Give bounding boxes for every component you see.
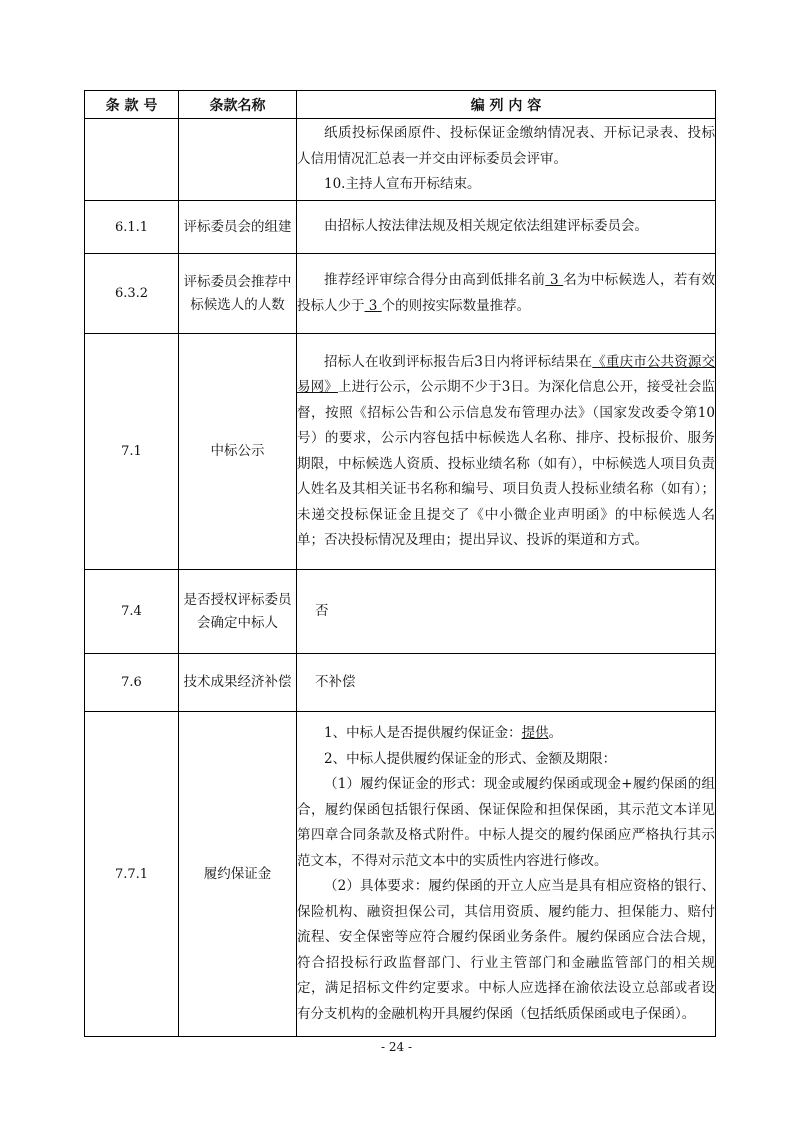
clause-name: 评标委员会推荐中标候选人的人数 — [179, 254, 297, 334]
table-row — [85, 654, 716, 712]
clause-content: 否 — [297, 570, 716, 654]
clause-table — [84, 90, 716, 1037]
clause-name: 评标委员会的组建 — [179, 201, 297, 254]
bond-provided: 提供 — [521, 725, 549, 741]
clause-number: 6.1.1 — [85, 201, 179, 254]
header-row — [85, 91, 716, 119]
table-row — [85, 119, 716, 201]
clause-number: 6.3.2 — [85, 254, 179, 334]
min-bidder-count: 3 — [364, 297, 382, 314]
header-content: 编 列 内 容 — [297, 91, 716, 119]
publication-site: 《重庆市公共资源交易网》 — [297, 353, 716, 395]
clause-content: 不补偿 — [297, 654, 716, 712]
table-row — [85, 334, 716, 570]
header-clause-name: 条款名称 — [179, 91, 297, 119]
clause-content: 推荐经评审综合得分由高到低排名前 3 名为中标候选人，若有效投标人少于 3 个的则按实际数量推荐。 — [297, 254, 716, 334]
clause-content: 由招标人按法律法规及相关规定依法组建评标委员会。 — [297, 201, 716, 254]
table-row — [85, 254, 716, 334]
clause-content: 1、中标人是否提供履约保证金：提供。 2、中标人提供履约保证金的形式、金额及期限： （1）履约保证金的形式：现金或履约保函或现金+履约保函的组合，履约保函包括银行保函、保证保险和担保保函，其示范文本详见第四章合同条款及格式附件。中标人提交的履约保函应严格执行其示范文本，不得对示范文本中的实质性内容进行修改。 （2）具体要求：履约保函的开立人应当是具有相应资格的银行、保险机构、融资担保公司，其信用资质、履约能力、担保能力、赔付流程、安全保密等应符合履约保函业务条件。履约保函应合法合规，符合招投标行政监督部门、行业主管部门和金融监管部门的相关规定，满足招标文件约定要求。中标人应选择在渝依法设立总部或者设有分支机构的金融机构开具履约保函（包括纸质保函或电子保函）。 — [297, 712, 716, 1037]
clause-name: 中标公示 — [179, 334, 297, 570]
clause-content: 纸质投标保函原件、投标保证金缴纳情况表、开标记录表、投标人信用情况汇总表一并交由评标委员会评审。 10.主持人宣布开标结束。 — [297, 119, 716, 201]
candidate-count: 3 — [545, 272, 564, 288]
clause-number — [85, 119, 179, 201]
page-number: - 24 - — [380, 1040, 412, 1054]
table-row — [85, 201, 716, 254]
clause-name: 履约保证金 — [179, 712, 297, 1037]
clause-number: 7.7.1 — [85, 712, 179, 1037]
clause-name — [179, 119, 297, 201]
clause-content: 招标人在收到评标报告后3日内将评标结果在《重庆市公共资源交易网》上进行公示，公示期不少于3日。为深化信息公开，接受社会监督，按照《招标公告和公示信息发布管理办法》（国家发改委令第10号）的要求，公示内容包括中标候选人名称、排序、投标报价、服务期限，中标候选人资质、投标业绩名称（如有），中标候选人项目负责人姓名及其相关证书名称和编号、项目负责人投标业绩名称（如有）；未递交投标保证金且提交了《中小微企业声明函》的中标候选人名单；否决投标情况及理由；提出异议、投诉的渠道和方式。 — [297, 334, 716, 570]
table-row — [85, 712, 716, 1037]
clause-number: 7.4 — [85, 570, 179, 654]
clause-name: 技术成果经济补偿 — [179, 654, 297, 712]
clause-number: 7.6 — [85, 654, 179, 712]
clause-name: 是否授权评标委员会确定中标人 — [179, 570, 297, 654]
clause-number: 7.1 — [85, 334, 179, 570]
table-row — [85, 570, 716, 654]
header-clause-number: 条 款 号 — [85, 91, 179, 119]
